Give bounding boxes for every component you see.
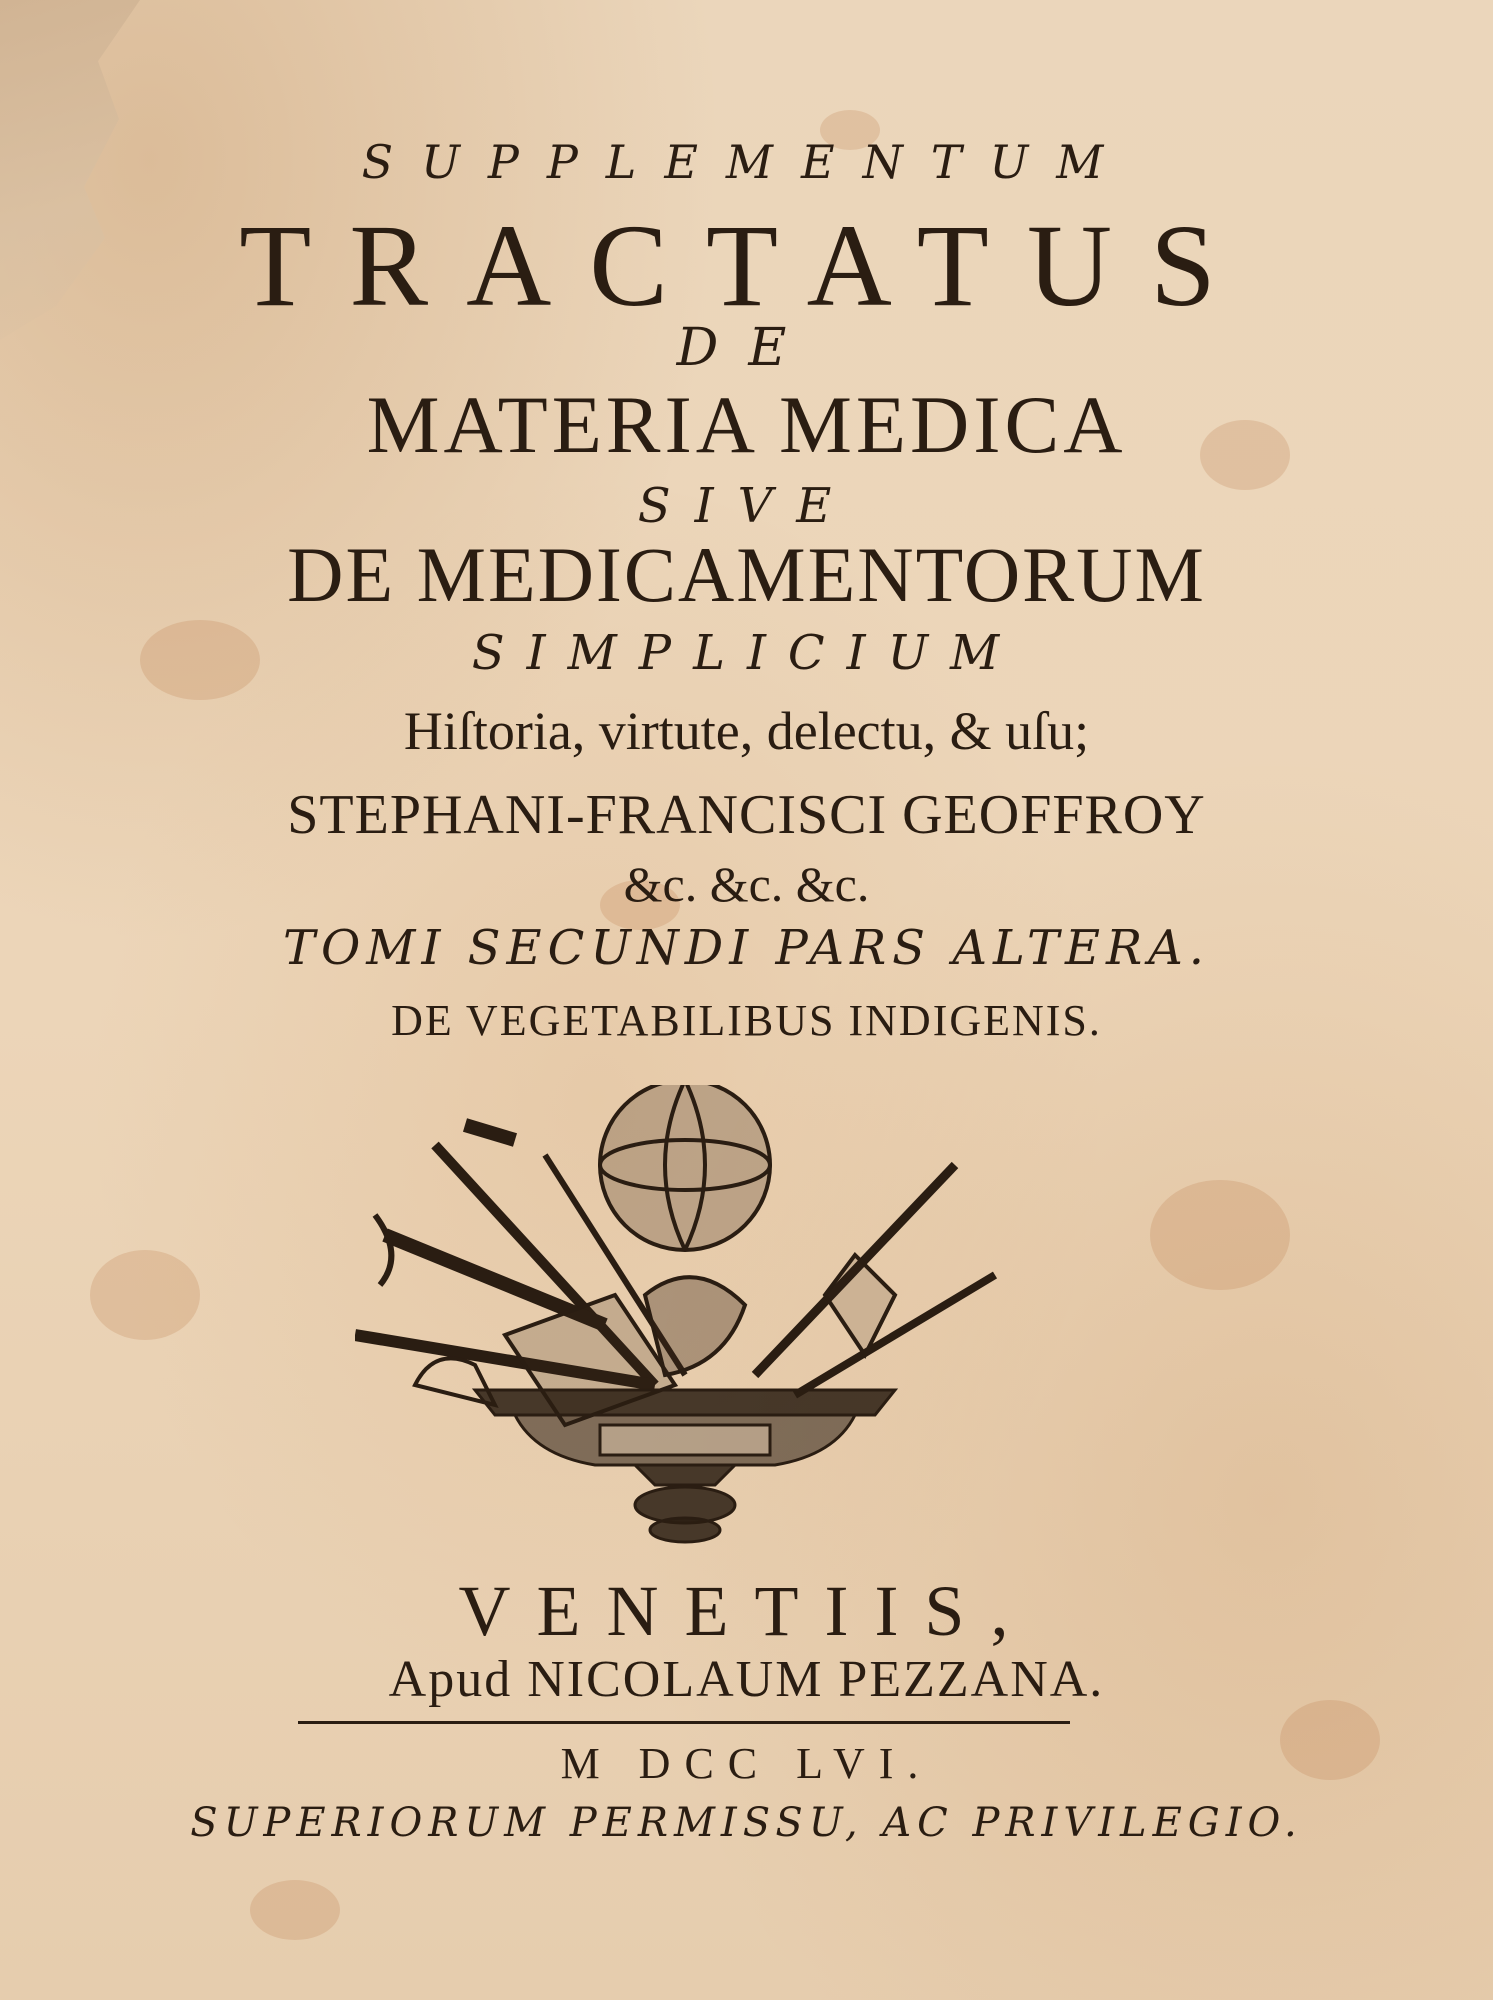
author-name: STEPHANI-FRANCISCI GEOFFROY	[287, 784, 1206, 846]
foxing-stain	[90, 1250, 200, 1340]
foxing-stain	[1150, 1180, 1290, 1290]
heading-simplicium: SIMPLICIUM	[471, 625, 1022, 681]
imprint-privilege: SUPERIORUM PERMISSU, AC PRIVILEGIO.	[190, 1800, 1303, 1846]
volume-part: TOMI SECUNDI PARS ALTERA.	[282, 920, 1211, 976]
imprint-place: VENETIIS,	[458, 1571, 1035, 1651]
imprint-printer: Apud NICOLAUM PEZZANA.	[388, 1651, 1105, 1708]
imprint-year: M DCC LVI.	[560, 1739, 933, 1788]
heading-materia-medica: MATERIA MEDICA	[366, 379, 1127, 470]
heading-sive: SIVE	[637, 478, 856, 534]
imprint-rule	[298, 1721, 1070, 1724]
heading-de: DE	[676, 318, 817, 378]
foxing-stain	[250, 1880, 340, 1940]
author-etc: &c. &c. &c.	[623, 856, 870, 912]
volume-subject: DE VEGETABILIBUS INDIGENIS.	[391, 996, 1102, 1045]
subtitle-historia: Hiſtoria, virtute, delectu, & uſu;	[403, 701, 1090, 761]
heading-de-medicamentorum: DE MEDICAMENTORUM	[287, 531, 1206, 618]
vignette-globe-instruments-icon	[355, 1085, 1005, 1545]
heading-tractatus: TRACTATUS	[239, 200, 1254, 331]
heading-supplementum: SUPPLEMENTUM	[361, 135, 1132, 189]
